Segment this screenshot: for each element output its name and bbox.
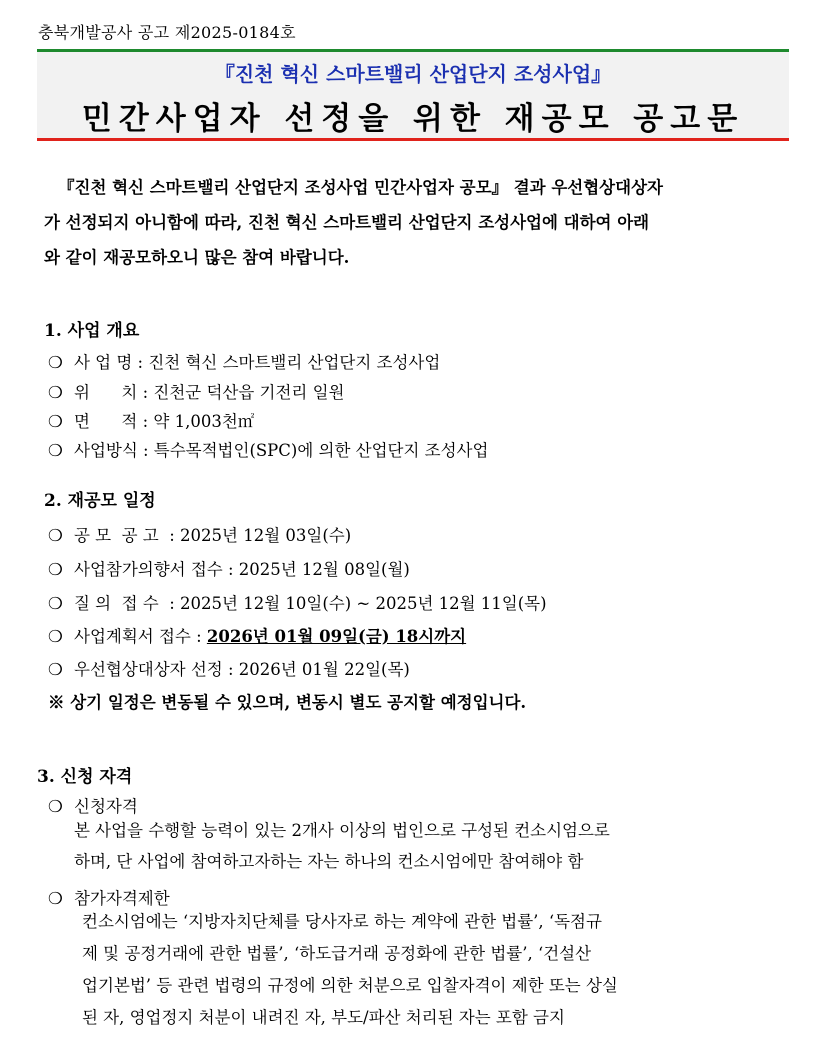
list-item: ❍ 참가자격제한	[48, 889, 170, 908]
bullet-circle-icon: ❍	[48, 660, 63, 679]
text-line: 업기본법’ 등 관련 법령의 규정에 의한 처분으로 입찰자격이 제한 또는 상실	[82, 976, 618, 995]
title-main: 민간사업자 선정을 위한 재공모 공고문	[81, 101, 745, 137]
list-item: ❍ 우선협상대상자 선정 : 2026년 01월 22일(목)	[48, 660, 410, 679]
list-item: ❍ 위 치 : 진천군 덕산읍 기전리 일원	[48, 383, 345, 402]
title-bottom-bar	[37, 138, 789, 141]
list-item: ❍ 면 적 : 약 1,003천㎡	[48, 412, 255, 431]
intro-line: 와 같이 재공모하오니 많은 참여 바랍니다.	[44, 248, 350, 267]
bullet-circle-icon: ❍	[48, 526, 63, 545]
intro-line: 『진천 혁신 스마트밸리 산업단지 조성사업 민간사업자 공모』 결과 우선협상대상자	[58, 178, 663, 197]
list-item: ❍ 공 모 공 고 : 2025년 12월 03일(수)	[48, 526, 352, 545]
section3-heading: 3. 신청 자격	[37, 767, 133, 787]
qualification-text	[74, 815, 794, 877]
section1-heading: 1. 사업 개요	[44, 321, 140, 341]
text-line: 본 사업을 수행할 능력이 있는 2개사 이상의 법인으로 구성된 컨소시엄으로	[74, 821, 610, 840]
title-top-bar	[37, 49, 789, 52]
notice-number: 충북개발공사 공고 제2025-0184호	[38, 23, 296, 42]
text-line: 컨소시엄에는 ‘지방자치단체를 당사자로 하는 계약에 관한 법률’, ‘독점규	[82, 912, 602, 931]
section2-heading: 2. 재공모 일정	[44, 491, 156, 511]
text-line: 된 자, 영업정지 처분이 내려진 자, 부도/파산 처리된 자는 포함 금지	[82, 1008, 565, 1027]
title-subtitle: 『진천 혁신 스마트밸리 산업단지 조성사업』	[214, 62, 612, 86]
bullet-circle-icon: ❍	[48, 412, 63, 431]
bullet-circle-icon: ❍	[48, 627, 63, 646]
bullet-circle-icon: ❍	[48, 560, 63, 579]
schedule-note: ※ 상기 일정은 변동될 수 있으며, 변동시 별도 공지할 예정입니다.	[48, 693, 527, 712]
text-line: 하며, 단 사업에 참여하고자하는 자는 하나의 컨소시엄에만 참여해야 함	[74, 852, 584, 871]
bullet-circle-icon: ❍	[48, 353, 63, 372]
bullet-circle-icon: ❍	[48, 594, 63, 613]
plan-deadline: 2026년 01월 09일(금) 18시까지	[206, 627, 467, 646]
bullet-circle-icon: ❍	[48, 797, 63, 816]
list-item: ❍ 질 의 접 수 : 2025년 12월 10일(수) ~ 2025년 12월 11일(목)	[48, 594, 547, 613]
list-item: ❍ 사 업 명 : 진천 혁신 스마트밸리 산업단지 조성사업	[48, 353, 441, 372]
restriction-text	[82, 906, 797, 1034]
plan-label: 사업계획서 접수 :	[74, 627, 207, 646]
bullet-circle-icon: ❍	[48, 889, 63, 908]
title-box	[37, 49, 789, 141]
list-item	[48, 623, 466, 647]
intro-paragraph	[44, 170, 794, 275]
text-line: 제 및 공정거래에 관한 법률’, ‘하도급거래 공정화에 관한 법률’, ‘건설산	[82, 944, 592, 963]
list-item: ❍ 신청자격	[48, 797, 138, 816]
bullet-circle-icon: ❍	[48, 441, 63, 460]
bullet-circle-icon: ❍	[48, 383, 63, 402]
list-item: ❍ 사업방식 : 특수목적법인(SPC)에 의한 산업단지 조성사업	[48, 441, 489, 460]
intro-line: 가 선정되지 아니함에 따라, 진천 혁신 스마트밸리 산업단지 조성사업에 대하여 아래	[44, 213, 650, 232]
list-item: ❍ 사업참가의향서 접수 : 2025년 12월 08일(월)	[48, 560, 410, 579]
